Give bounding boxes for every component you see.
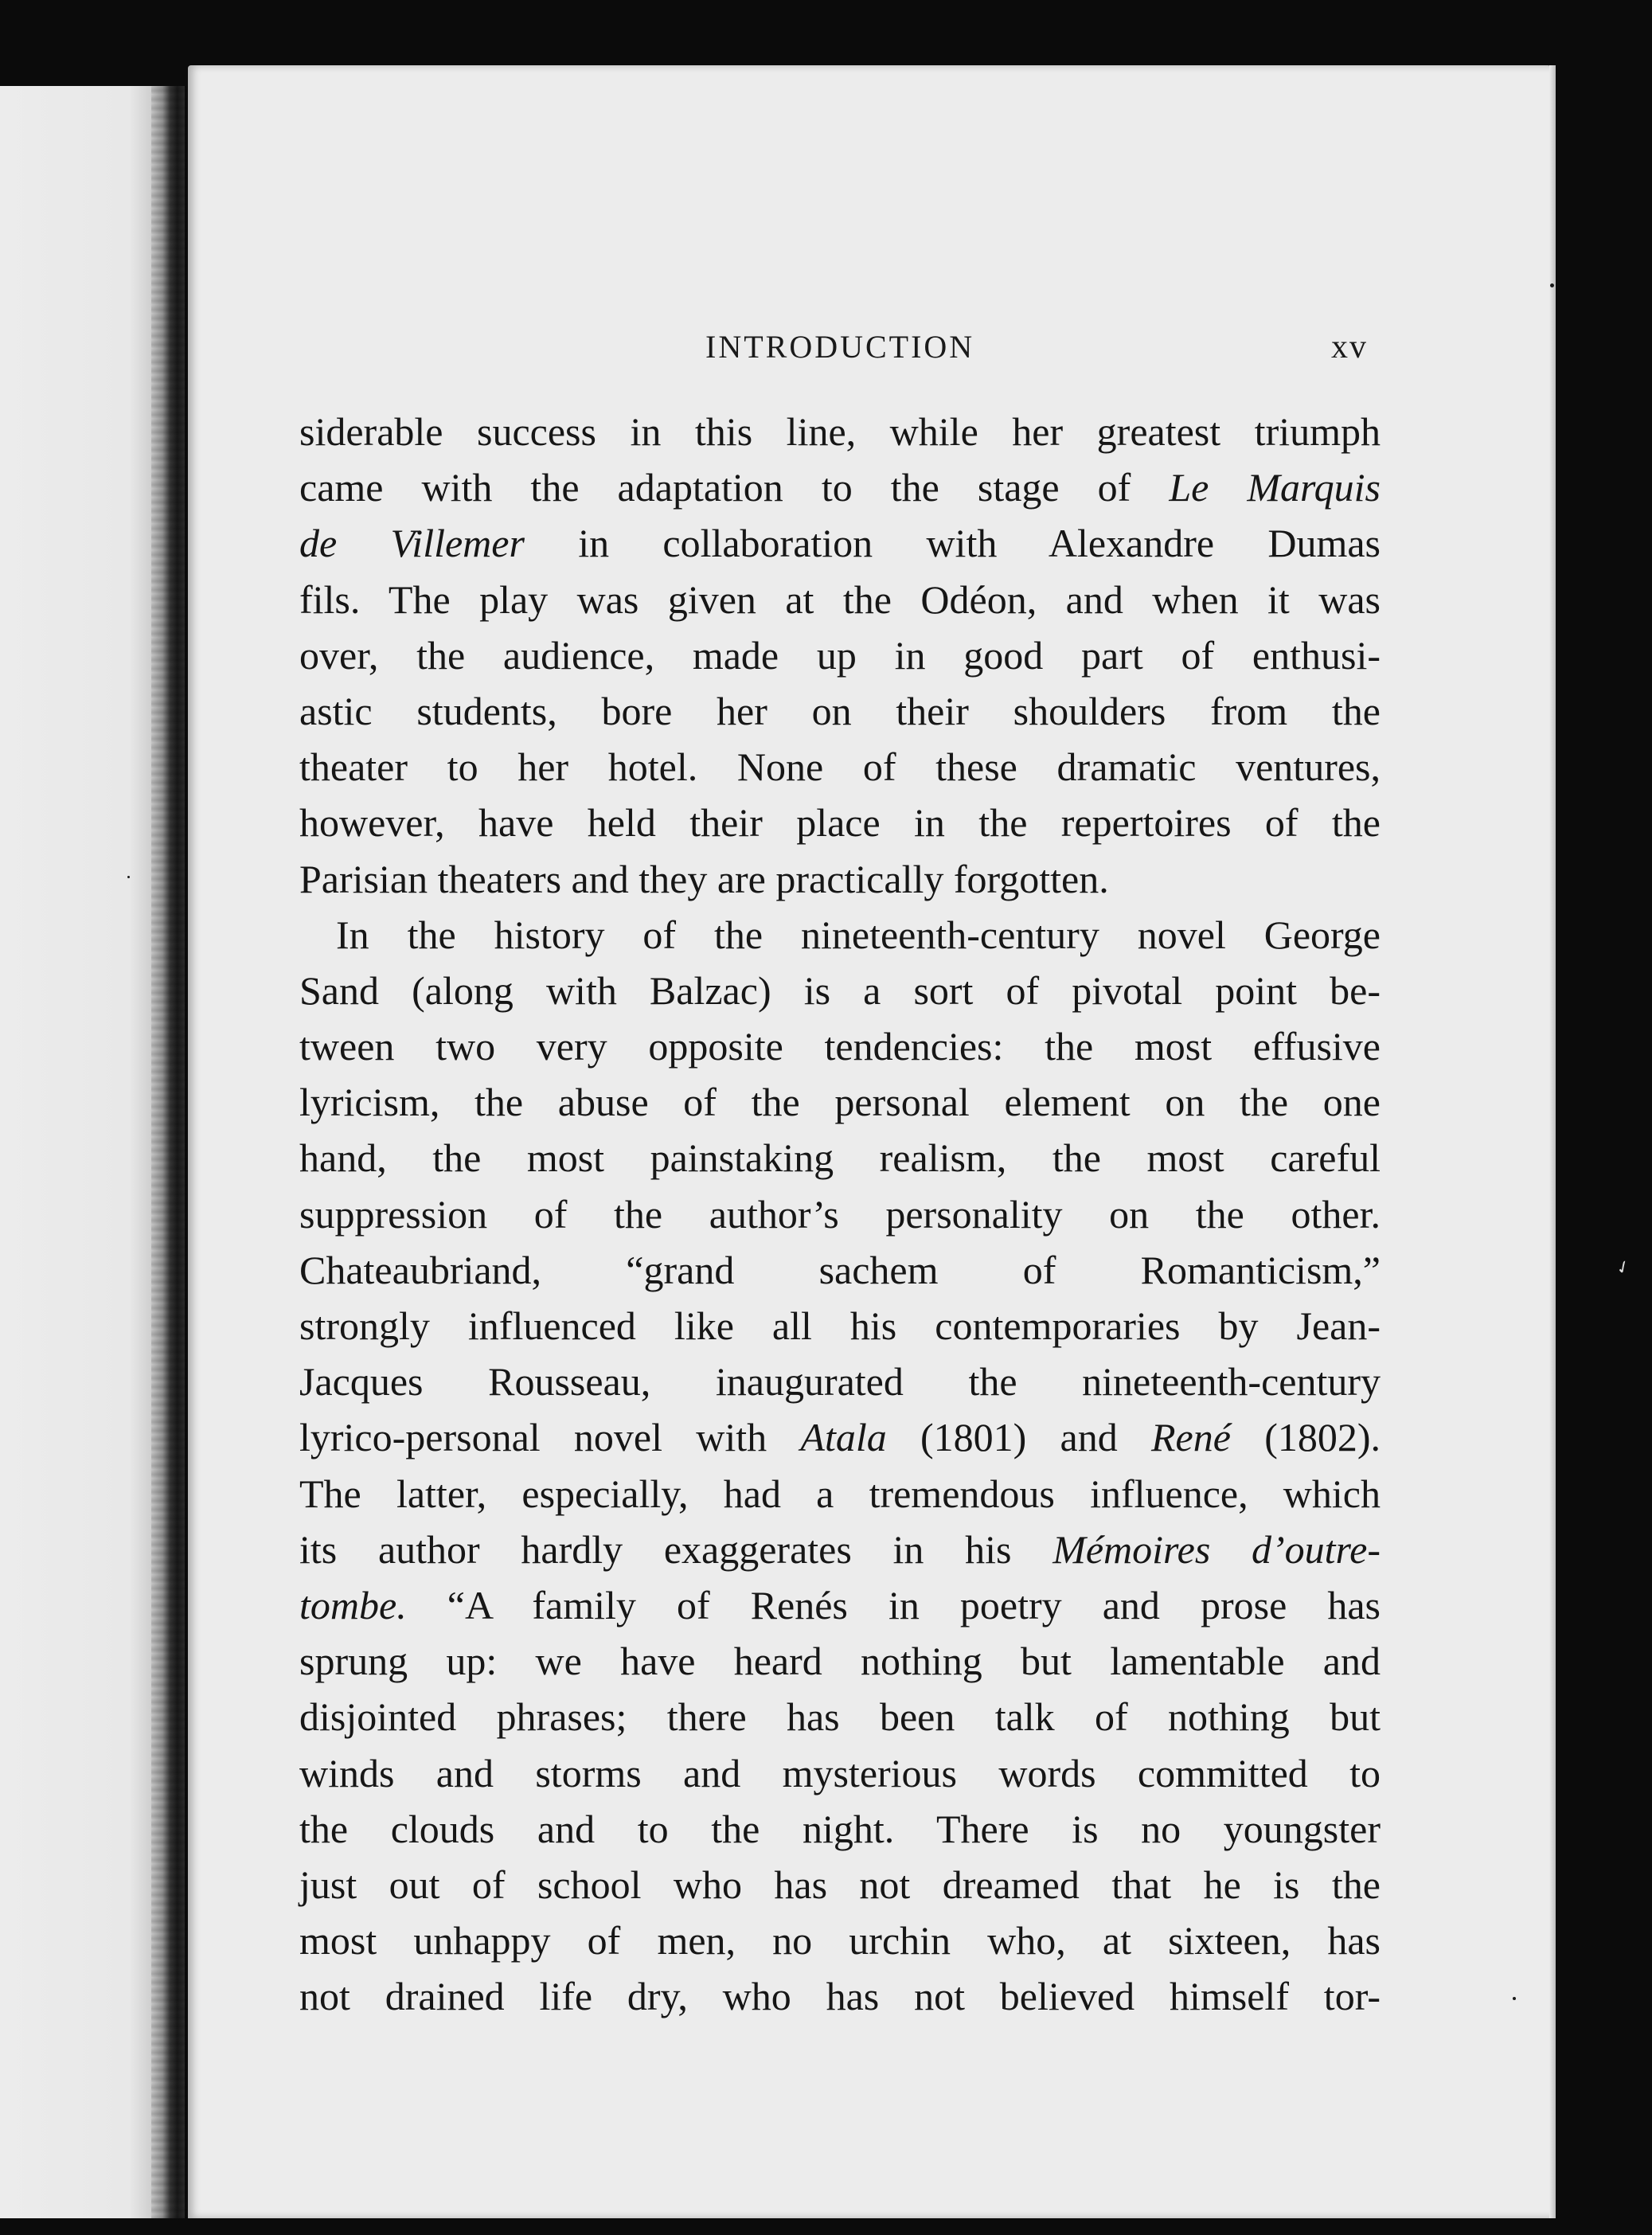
italic-title: tombe.	[299, 1582, 407, 1627]
italic-title: de Villemer	[299, 521, 525, 566]
text-line: just out of school who has not dreamed that he is the	[299, 1862, 1381, 1907]
text-line: over, the audience, made up in good part of enthusi-	[299, 632, 1381, 678]
text-line: the clouds and to the night. There is no youngster	[299, 1806, 1381, 1851]
text-line: its author hardly exaggerates in his Mémoires d’outre-	[299, 1526, 1381, 1572]
running-head	[188, 328, 1556, 376]
italic-title: René	[1151, 1415, 1231, 1460]
scan-speck	[1550, 283, 1554, 287]
text-line: sprung up: we have heard nothing but lamentable and	[299, 1639, 1381, 1684]
body-text	[299, 404, 1381, 2024]
text-line: not drained life dry, who has not believed himself tor-	[299, 1974, 1381, 2019]
text-line: siderable success in this line, while her greatest triumph	[299, 409, 1381, 454]
text-line: fils. The play was given at the Odéon, and when it was	[299, 576, 1381, 622]
italic-title: Atala	[800, 1415, 887, 1460]
text-line: came with the adaptation to the stage of Le Marquis	[299, 465, 1381, 510]
book-page	[188, 65, 1556, 2218]
page-number: xv	[1331, 329, 1368, 365]
text-line: lyricism, the abuse of the personal element on the one	[299, 1080, 1381, 1125]
text-line: Chateaubriand, “grand sachem of Romanticism,”	[299, 1247, 1381, 1292]
text-line: Parisian theaters and they are practically forgotten.	[299, 856, 1109, 901]
text-line: suppression of the author’s personality on the other.	[299, 1191, 1381, 1237]
text-line: theater to her hotel. None of these dramatic ventures,	[299, 744, 1381, 790]
text-line: de Villemer in collaboration with Alexandre Dumas	[299, 521, 1381, 566]
page-edge-shadow	[1549, 65, 1556, 2218]
text-line: Jacques Rousseau, inaugurated the nineteenth-century	[299, 1359, 1381, 1405]
scan-speck	[1513, 1997, 1516, 2000]
text-line: astic students, bore her on their shoulders from the	[299, 688, 1381, 733]
text-line: lyrico-personal novel with Atala (1801) and René (1802).	[299, 1415, 1381, 1460]
scan-mark: ✓	[1612, 1256, 1634, 1280]
italic-title: Le Marquis	[1169, 465, 1381, 510]
binding-gutter	[151, 86, 188, 2218]
text-line: Sand (along with Balzac) is a sort of pivotal point be-	[299, 967, 1381, 1013]
text-line: disjointed phrases; there has been talk of nothing but	[299, 1694, 1381, 1740]
text-line: strongly influenced like all his contemporaries by Jean-	[299, 1303, 1381, 1348]
text-line: tombe. “A family of Renés in poetry and prose has	[299, 1582, 1381, 1627]
text-line: hand, the most painstaking realism, the most careful	[299, 1135, 1381, 1181]
text-line: most unhappy of men, no urchin who, at sixteen, has	[299, 1918, 1381, 1963]
scan-speck	[127, 876, 130, 878]
text-line: tween two very opposite tendencies: the most effusive	[299, 1024, 1381, 1069]
text-line: In the history of the nineteenth-century novel George	[336, 912, 1381, 957]
text-line: however, have held their place in the repertoires of the	[299, 800, 1381, 846]
running-head-title: INTRODUCTION	[705, 329, 975, 365]
italic-title: Mémoires d’outre-	[1053, 1526, 1381, 1572]
text-line: The latter, especially, had a tremendous influence, which	[299, 1471, 1381, 1516]
text-line: winds and storms and mysterious words committed to	[299, 1750, 1381, 1795]
